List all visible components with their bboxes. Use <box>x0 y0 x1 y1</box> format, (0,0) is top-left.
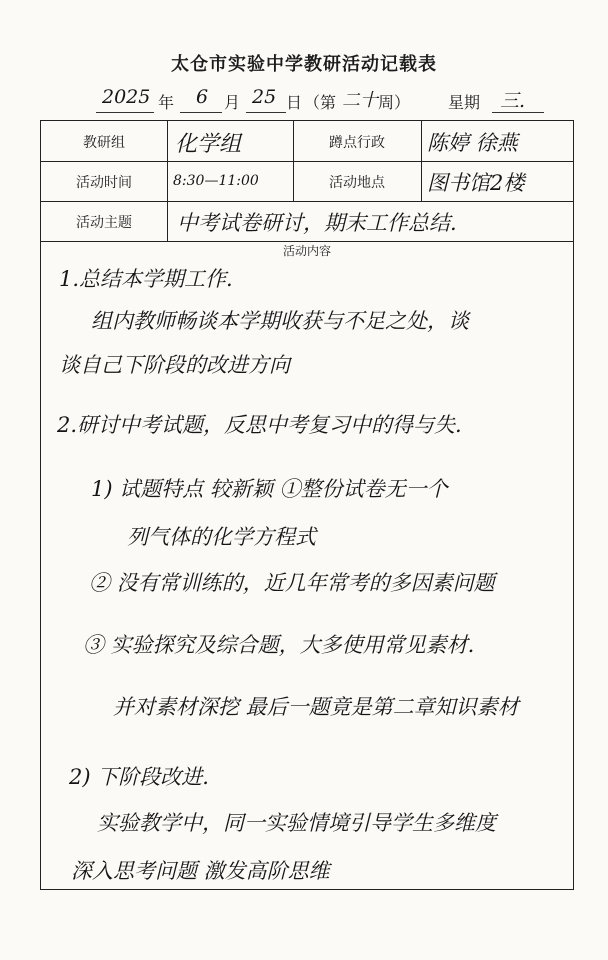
content-line: 组内教师畅谈本学期收获与不足之处，谈 <box>91 309 469 333</box>
week-suffix: 周） <box>378 93 411 112</box>
page-title: 太仓市实验中学教研活动记载表 <box>171 54 437 75</box>
row-divider <box>41 161 573 162</box>
day-label: 日 <box>286 93 303 112</box>
year-underline <box>96 112 154 113</box>
content-line: 深入思考问题 激发高阶思维 <box>71 859 330 883</box>
topic-label: 活动主题 <box>76 215 132 231</box>
date-day: 25 <box>252 86 277 108</box>
date-line <box>96 86 566 118</box>
topic-value: 中考试卷研讨，期末工作总结. <box>177 211 457 235</box>
content-line: 2) 下阶段改进. <box>69 765 209 789</box>
admin-label: 蹲点行政 <box>329 135 385 151</box>
col-divider <box>421 121 422 201</box>
col-divider <box>167 121 168 241</box>
group-label: 教研组 <box>83 135 125 151</box>
month-label: 月 <box>224 93 241 112</box>
content-line: ③ 实验探究及综合题，大多使用常见素材. <box>83 633 475 657</box>
content-header: 活动内容 <box>282 244 331 258</box>
content-line: 列气体的化学方程式 <box>127 525 316 549</box>
week-prefix: （第 <box>304 93 337 112</box>
time-value: 8:30—11:00 <box>173 173 259 189</box>
date-month: 6 <box>196 86 209 108</box>
time-label: 活动时间 <box>76 175 132 191</box>
content-line: 谈自己下阶段的改进方向 <box>59 353 290 377</box>
year-label: 年 <box>158 93 175 112</box>
content-line: 2.研讨中考试题，反思中考复习中的得与失. <box>57 413 462 437</box>
content-line: 1.总结本学期工作. <box>59 267 233 291</box>
admin-value: 陈婷 徐燕 <box>427 131 518 155</box>
content-line: ② 没有常训练的，近几年常考的多因素问题 <box>89 571 495 595</box>
place-value: 图书馆2楼 <box>427 171 525 195</box>
content-line: 实验教学中，同一实验情境引导学生多维度 <box>97 811 496 835</box>
group-value: 化学组 <box>175 132 242 157</box>
record-table <box>40 120 574 890</box>
weekday-value: 三. <box>500 90 526 112</box>
content-line: 并对素材深挖 最后一题竟是第二章知识素材 <box>113 695 519 719</box>
day-underline <box>246 112 286 113</box>
weekday-label: 星期 <box>448 93 481 112</box>
content-line: 1) 试题特点 较新颖 ①整份试卷无一个 <box>91 477 448 501</box>
date-year: 2025 <box>102 86 151 108</box>
month-underline <box>180 112 222 113</box>
week-number: 二十 <box>342 90 378 111</box>
row-divider <box>41 201 573 202</box>
place-label: 活动地点 <box>329 175 385 191</box>
weekday-underline <box>492 112 544 113</box>
